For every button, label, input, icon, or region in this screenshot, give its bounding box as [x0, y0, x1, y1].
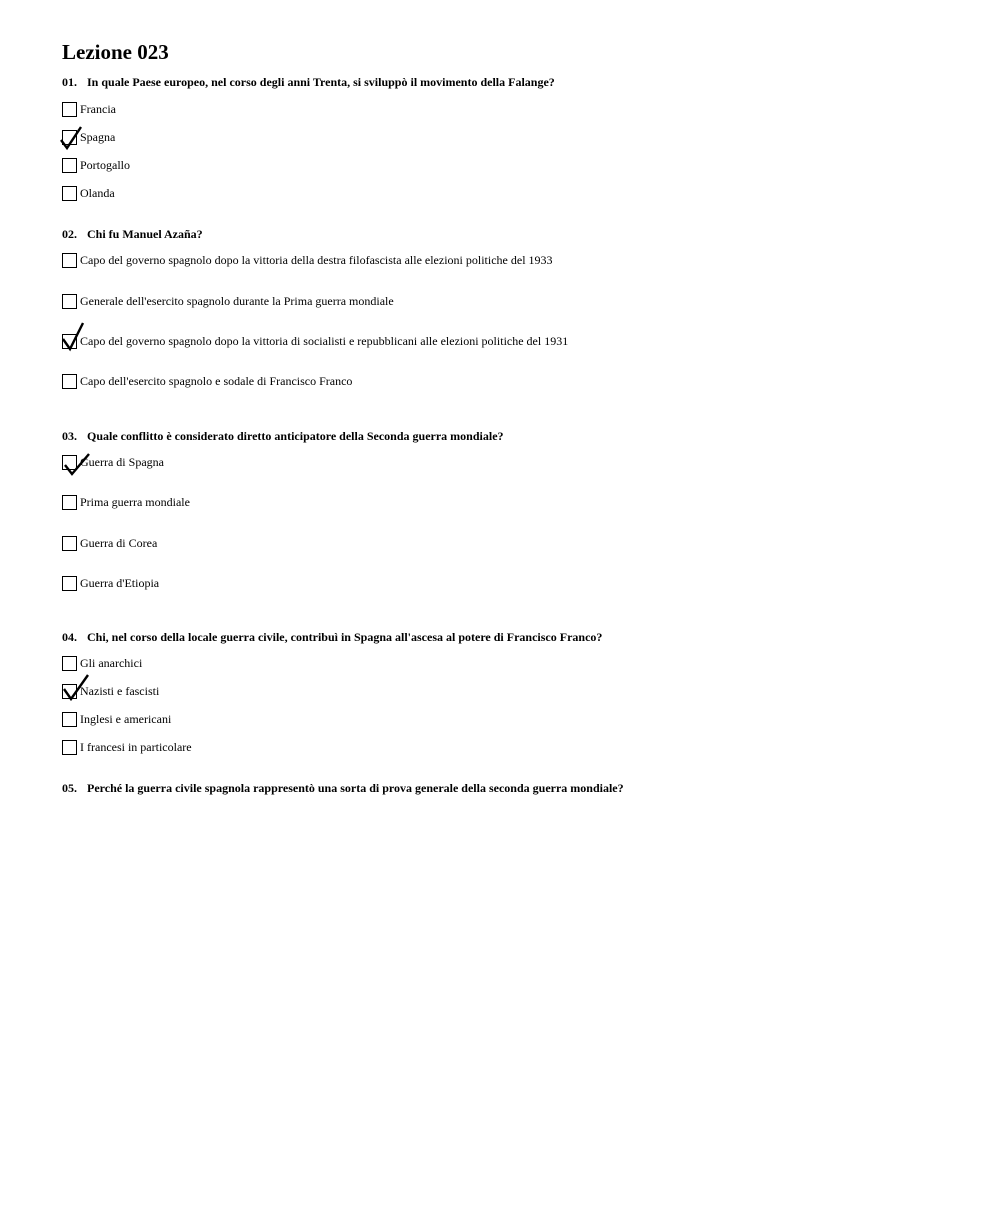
- question-text: Quale conflitto è considerato diretto anticipatore della Seconda guerra mondiale?: [87, 429, 504, 443]
- question-01: [62, 75, 555, 90]
- question-text: Perché la guerra civile spagnola rappresentò una sorta di prova generale della seconda guerra mondiale?: [87, 781, 624, 795]
- checkbox[interactable]: [62, 740, 77, 755]
- question-text: Chi fu Manuel Azaña?: [87, 227, 203, 241]
- checkbox[interactable]: [62, 576, 77, 591]
- option-label: Spagna: [80, 130, 116, 144]
- option-label: Francia: [80, 102, 116, 116]
- option-label: Inglesi e americani: [80, 712, 172, 726]
- option-label: Portogallo: [80, 158, 130, 172]
- option-label: Gli anarchici: [80, 656, 143, 670]
- question-number: 03.: [62, 429, 77, 443]
- question-05: [62, 781, 624, 796]
- option-label: I francesi in particolare: [80, 740, 192, 754]
- checkbox[interactable]: [62, 656, 77, 671]
- question-number: 02.: [62, 227, 77, 241]
- checkbox[interactable]: [62, 158, 77, 173]
- option-label: Capo del governo spagnolo dopo la vittoria della destra filofascista alle elezioni politiche del 1933: [80, 253, 553, 267]
- option-label: Guerra di Corea: [80, 536, 158, 550]
- question-text: Chi, nel corso della locale guerra civile, contribuì in Spagna all'ascesa al potere di Francisco Franco?: [87, 630, 603, 644]
- checkbox[interactable]: [62, 294, 77, 309]
- checkbox[interactable]: [62, 102, 77, 117]
- checkbox[interactable]: [62, 536, 77, 551]
- checkbox[interactable]: [62, 253, 77, 268]
- question-03: [62, 429, 504, 444]
- option-label: Guerra di Spagna: [80, 455, 164, 469]
- option-label: Guerra d'Etiopia: [80, 576, 160, 590]
- option-label: Generale dell'esercito spagnolo durante la Prima guerra mondiale: [80, 294, 394, 308]
- question-text: In quale Paese europeo, nel corso degli anni Trenta, si sviluppò il movimento della Falange?: [87, 75, 555, 89]
- question-02: [62, 227, 203, 242]
- checkbox[interactable]: [62, 495, 77, 510]
- question-number: 01.: [62, 75, 77, 89]
- question-04: [62, 630, 602, 645]
- checkbox[interactable]: [62, 186, 77, 201]
- option-label: Nazisti e fascisti: [80, 684, 160, 698]
- option-label: Olanda: [80, 186, 115, 200]
- page-title: Lezione 023: [62, 40, 169, 64]
- question-number: 05.: [62, 781, 77, 795]
- option-label: Capo dell'esercito spagnolo e sodale di Francisco Franco: [80, 374, 353, 388]
- option-label: Capo del governo spagnolo dopo la vittoria di socialisti e repubblicani alle elezioni politiche del 1931: [80, 334, 569, 348]
- checkbox[interactable]: [62, 374, 77, 389]
- option-label: Prima guerra mondiale: [80, 495, 190, 509]
- question-number: 04.: [62, 630, 77, 644]
- checkbox[interactable]: [62, 712, 77, 727]
